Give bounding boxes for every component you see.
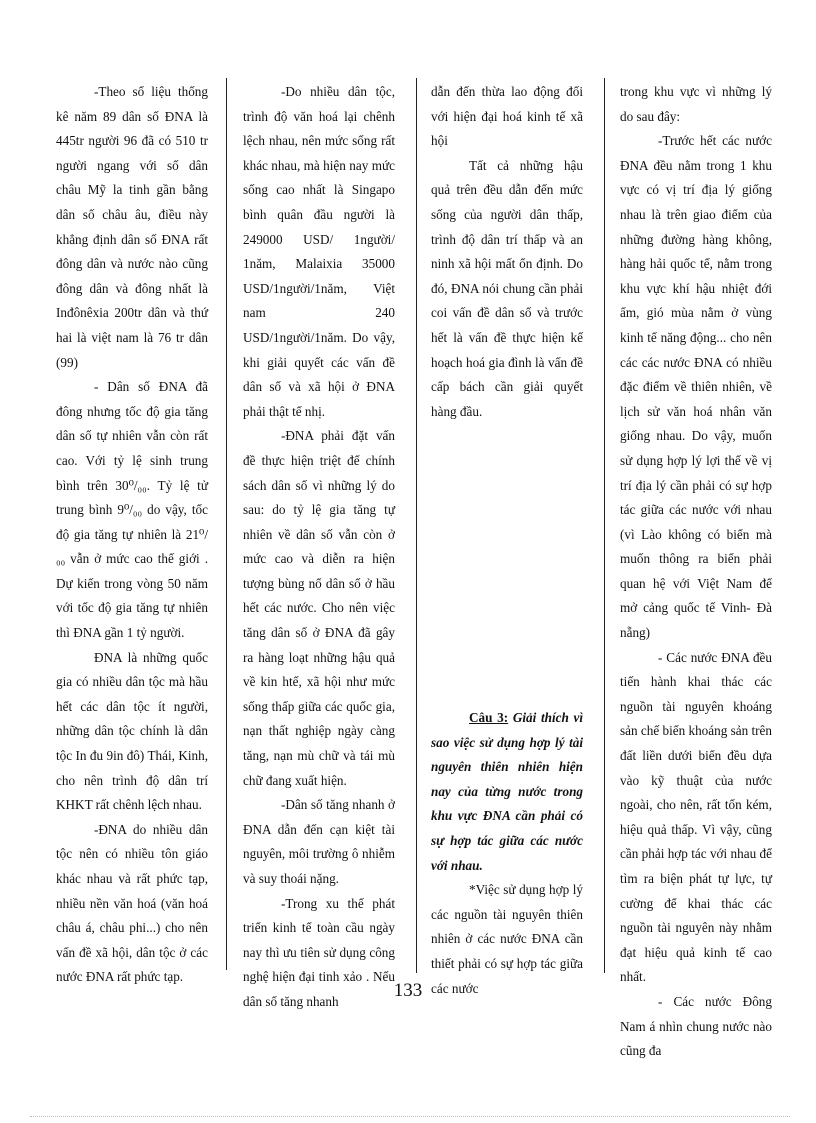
paragraph: -Dân số tăng nhanh ở ĐNA dẫn đến cạn kiệt tài nguyên, môi trường ô nhiễm và suy thoái nặng. bbox=[243, 797, 395, 886]
column-divider bbox=[226, 78, 227, 970]
column-divider bbox=[604, 78, 605, 973]
question-title: Giải thích vì sao việc sử dụng hợp lý tài nguyên thiên nhiên hiện nay của từng nước trong khu vực ĐNA cần phải có sự hợp tác giữa các nước với nhau. bbox=[431, 710, 583, 873]
column-divider bbox=[416, 78, 417, 973]
paragraph: trong khu vực vì những lý do sau đây: bbox=[620, 84, 772, 124]
paragraph: -Trước hết các nước ĐNA đều nằm trong 1 khu vực có vị trí địa lý giống nhau là trên giao điểm của những đường hàng không, hàng hải quốc tế, nằm trong khu vực khí hậu nhiệt đới ẩm, gió mùa nằm ở vùng kinh tế năng động... cho nên các các nước ĐNA có nhiều đặc điểm về thiên nhiên, về lịch sử văn hoá nhân văn giống nhau. Do vậy, muốn sử dụng hợp lý lợi thế về vị trí địa lý cần phải có sự hợp tác giữa các nước với nhau (vì Lào không có biển mà muốn thông ra biển phải quan hệ với Việt Nam để mở cảng quốc tế Vinh- Đà nẵng) bbox=[620, 133, 772, 641]
paragraph: - Các nước Đông Nam á nhìn chung nước nào cũng đa bbox=[620, 993, 772, 1059]
question-3-block bbox=[431, 706, 583, 1001]
paragraph: -Theo số liệu thống kê năm 89 dân số ĐNA là 445tr người 96 đã có 510 tr người ngang với số dân châu Mỹ la tinh gần bằng dân số châu âu, điều này khẳng định dân số ĐNA rất đông dân và nước nào cũng đông dân và đông nhất là Inđônêxia 200tr dân và thứ hai là việt nam là 76 tr dân (99) bbox=[56, 84, 208, 370]
paragraph: -ĐNA do nhiều dân tộc nên có nhiều tôn giáo khác nhau và rất phức tạp, nhiều nền văn hoá (văn hoá châu á, châu phi...) cho nên vấn đề xã hội, dân tộc ở các nước ĐNA rất phức tạp. bbox=[56, 821, 208, 985]
question-3-heading bbox=[431, 706, 583, 878]
text-column-1 bbox=[56, 80, 208, 990]
page-number: 133 bbox=[393, 980, 423, 1001]
question-answer: *Việc sử dụng hợp lý các nguồn tài nguyên thiên nhiên ở các nước ĐNA cần thiết phải có sự hợp tác giữa các nước bbox=[431, 882, 583, 996]
paragraph: - Các nước ĐNA đều tiến hành khai thác các nguồn tài nguyên khoáng sản chế biến khoáng sản trên đất liền dưới biển đều dựa vào kỹ thuật của nước ngoài, cho nên, rất tốn kém, hiệu quả thấp. Vì vậy, cũng cần phải hợp tác với nhau để tìm ra biện phát tự lực, tự cường để khai thác các nguồn tài nguyên này nhằm đạt hiệu quả kinh tế cao nhất. bbox=[620, 649, 772, 985]
page-bottom-divider bbox=[30, 1116, 790, 1117]
paragraph: dẫn đến thừa lao động đối với hiện đại hoá kinh tế xã hội bbox=[431, 84, 583, 149]
text-column-2 bbox=[243, 80, 395, 1015]
paragraph: -Trong xu thế phát triển kinh tế toàn cầu ngày nay thì ưu tiên sử dụng công nghệ hiện đại tinh xảo . Nếu dân số tăng nhanh bbox=[243, 895, 395, 1009]
question-label: Câu 3: bbox=[469, 710, 509, 725]
paragraph: Tất cả những hậu quả trên đều dẫn đến mức sống của người dân thấp, trình độ dân trí thấp và an ninh xã hội mất ổn định. Do đó, ĐNA nói chung cần phải coi vấn đề dân số và trước hết là vấn đề thực hiện kế hoạch hoá gia đình là vấn đề cấp bách cần giải quyết hàng đầu. bbox=[431, 157, 583, 419]
paragraph: - Dân số ĐNA đã đông nhưng tốc độ gia tăng dân số tự nhiên vẫn còn rất cao. Với tỷ lệ sinh trung bình trên 30⁰/₀₀. Tỷ lệ tử trung bình 9⁰/₀₀ do vậy, tốc độ gia tăng tự nhiên là 21⁰/₀₀ vẫn ở mức cao thế giới . Dự kiến trong vòng 50 năm với tốc độ gia tăng tự nhiên thì ĐNA gần 1 tỷ người. bbox=[56, 379, 208, 641]
paragraph: ĐNA là những quốc gia có nhiều dân tộc mà hầu hết các dân tộc ít người, những dân tộc chính là dân tộc In đu 9in đô) Thái, Kinh, cho nên trình độ dân trí KHKT rất chênh lệch nhau. bbox=[56, 649, 208, 813]
text-column-3 bbox=[431, 80, 583, 424]
paragraph: -Do nhiều dân tộc, trình độ văn hoá lại chênh lệch nhau, nên mức sống rất khác nhau, mà hiện nay mức sống cao nhất là Singapo bình quân đầu người là 249000 USD/ 1người/ 1năm, Malaixia 35000 USD/1người/1năm, Việt nam 240 USD/1người/1năm. Do vậy, khi giải quyết các vấn đề dân số và xã hội ở ĐNA phải thật tế nhị. bbox=[243, 84, 395, 419]
text-column-4 bbox=[620, 80, 772, 1064]
paragraph: -ĐNA phải đặt vấn đề thực hiện triệt để chính sách dân số vì những lý do sau: do tỷ lệ gia tăng tự nhiên về dân số vẫn còn ở mức cao và diễn ra hiện tượng bùng nổ dân số ở hầu hết các nước. Cho nên việc tăng dân số ở ĐNA đã gây ra hàng loạt những hậu quả về kin htế, xã hội như mức sống thấp giữa các quốc gia, nạn thất nghiệp ngày càng tăng, nạn mù chữ và tái mù chữ đang xuất hiện. bbox=[243, 428, 395, 788]
